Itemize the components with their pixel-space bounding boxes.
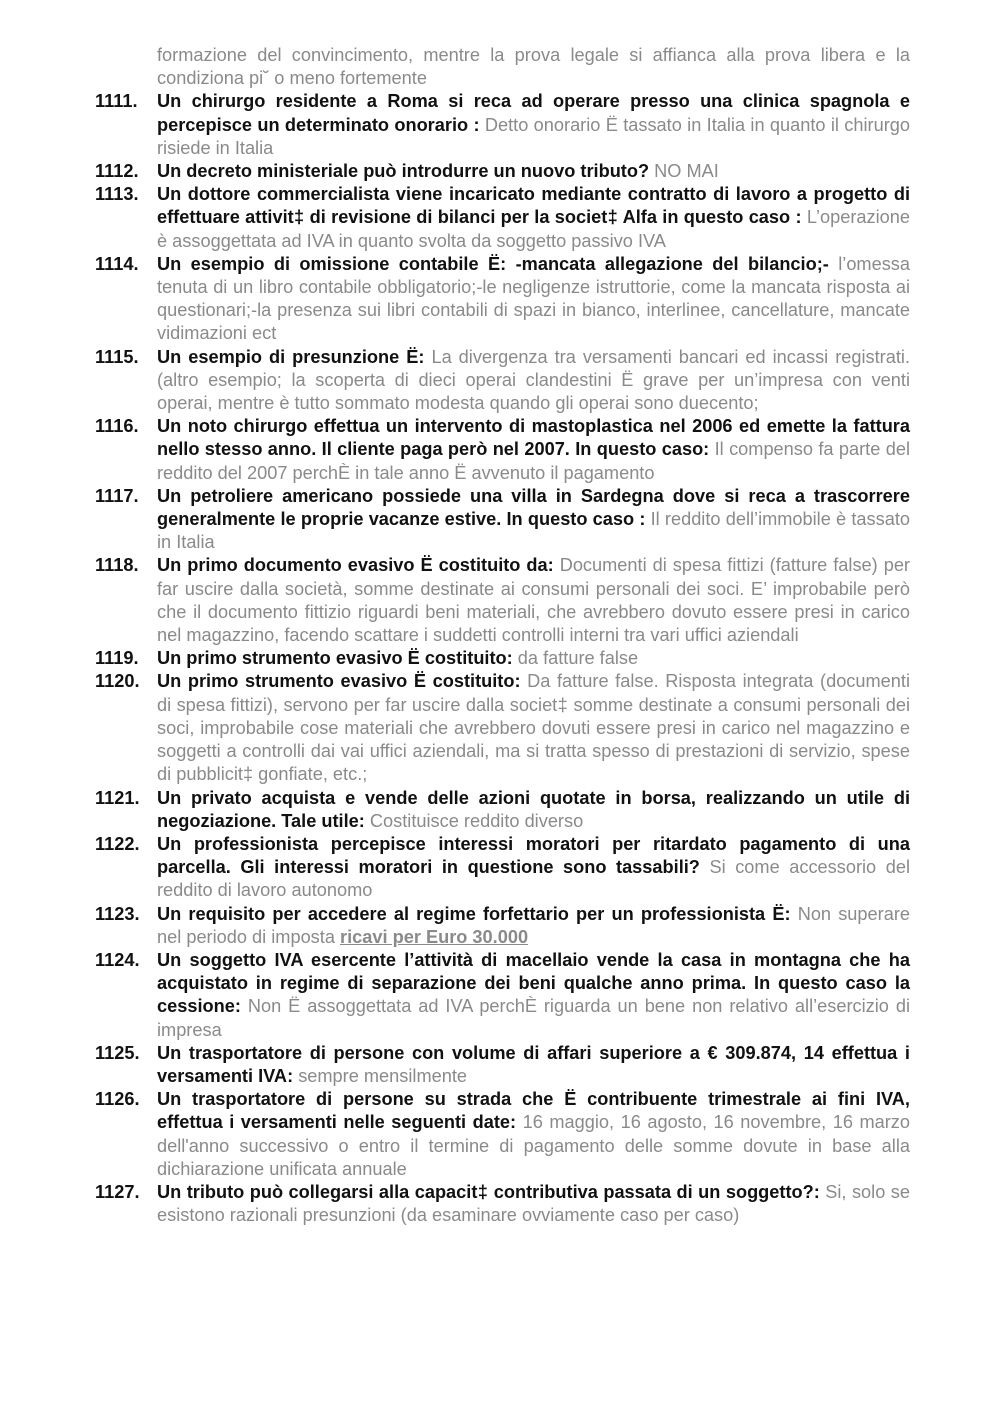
answer-main: sempre mensilmente [298, 1065, 467, 1086]
qa-item [95, 90, 910, 160]
item-number: 1123. [95, 903, 140, 924]
document-page [95, 44, 910, 1227]
item-number: 1127. [95, 1181, 140, 1202]
answer-text [157, 996, 910, 1039]
qa-item [95, 554, 910, 647]
item-body [157, 183, 910, 253]
qa-item [95, 833, 910, 903]
question-text: Un noto chirurgo effettua un intervento di mastoplastica nel 2006 ed emette la fattura nello stesso anno. Il cliente paga però nel 2007. In questo caso: [157, 416, 910, 460]
answer-main: NO MAI [654, 161, 719, 182]
item-body [157, 415, 910, 485]
question-text: Un trasportatore di persone su strada che Ë contribuente trimestrale ai fini IVA, effettua i versamenti nelle seguenti date: [157, 1089, 910, 1133]
item-body [157, 1088, 910, 1181]
answer-main: l’omessa tenuta di un libro contabile obbligatorio;-le negligenze istruttorie, come la mancata risposta ai questionari;-la presenza sui libri contabili di spazi in bianco, interlinee, cancellature, mancate vidimazioni ect [157, 253, 910, 344]
qa-item [95, 183, 910, 253]
question-text: Un dottore commercialista viene incaricato mediante contratto di lavoro a progetto di effettuare attivit‡ di revisione di bilanci per la societ‡ Alfa in questo caso : [157, 184, 910, 228]
qa-item [95, 1042, 910, 1088]
item-number: 1124. [95, 949, 140, 970]
question-text: Un decreto ministeriale può introdurre un nuovo tributo? [157, 161, 650, 182]
answer-main: Detto onorario Ë tassato in Italia in quanto il chirurgo risiede in Italia [157, 114, 910, 158]
item-body [157, 160, 910, 183]
answer-main: Da fatture false. Risposta integrata (documenti di spesa fittizi), servono per far uscire dalla societ‡ somme destinate a consumi personali dei soci, improbabile cose materiali che avrebbero dovuti essere presi in carico nel magazzino e soggetti a controlli dai vai uffici aziendali, ma si tratta spesso di prestazioni di servizio, spese di pubblicit‡ gonfiate, etc.; [157, 671, 910, 785]
item-number: 1114. [95, 253, 139, 274]
item-body [157, 90, 910, 160]
item-body [157, 1042, 910, 1088]
qa-item [95, 160, 910, 183]
item-body [157, 670, 910, 786]
question-text: Un soggetto IVA esercente l’attività di macellaio vende la casa in montagna che ha acquistato in regime di separazione dei beni qualche anno prima. In questo caso la cessione: [157, 949, 910, 1017]
answer-main: 16 maggio, 16 agosto, 16 novembre, 16 marzo dell'anno successivo o entro il termine di pagamento delle somme dovute in base alla dichiarazione unificata annuale [157, 1112, 910, 1179]
question-text: Un petroliere americano possiede una villa in Sardegna dove si reca a trascorrere generalmente le proprie vacanze estive. In questo caso : [157, 485, 910, 530]
qa-item [95, 253, 910, 346]
answer-main: La divergenza tra versamenti bancari ed incassi registrati. (altro esempio; la scoperta di dieci operai clandestini Ë grave per un’impresa con venti operai, mentre è tutto sommato modesta quando gli operai sono duecento; [157, 346, 910, 414]
answer-main: Non superare nel periodo di imposta [157, 903, 910, 947]
item-body [157, 647, 910, 670]
answer-main: da fatture false [517, 648, 639, 669]
item-number: 1120. [95, 671, 140, 692]
qa-item [95, 485, 910, 555]
qa-item [95, 346, 910, 416]
qa-item [95, 647, 910, 670]
item-number: 1118. [95, 555, 139, 576]
answer-main: Si come accessorio del reddito di lavoro autonomo [157, 857, 910, 901]
qa-item [95, 787, 910, 833]
question-text: Un requisito per accedere al regime forfettario per un professionista Ë: [157, 903, 791, 924]
item-body [157, 346, 910, 416]
question-text: Un professionista percepisce interessi moratori per ritardato pagamento di una parcella. Gli interessi moratori in questione sono tassabili? [157, 833, 910, 878]
item-body [157, 253, 910, 346]
answer-main: Il compenso fa parte del reddito del 2007 perchÈ in tale anno Ë avvenuto il pagamento [157, 439, 910, 483]
qa-item [95, 670, 910, 786]
item-number: 1122. [95, 833, 140, 854]
qa-item [95, 903, 910, 949]
question-text: Un primo documento evasivo Ë costituito da: [157, 555, 554, 576]
qa-item [95, 949, 910, 1042]
item-body [157, 833, 910, 903]
question-text: Un primo strumento evasivo Ë costituito: [157, 648, 513, 669]
answer-text [518, 648, 638, 668]
question-text: Un chirurgo residente a Roma si reca ad operare presso una clinica spagnola e percepisce un determinato onorario : [157, 91, 910, 135]
item-number: 1115. [95, 346, 139, 367]
intro-continuation: formazione del convincimento, mentre la prova legale si affianca alla prova libera e la condiziona pi˘ o meno fortemente [157, 45, 910, 89]
answer-text [370, 811, 583, 831]
item-number: 1121. [95, 787, 140, 808]
qa-item [95, 415, 910, 485]
item-body [157, 485, 910, 555]
answer-main: Il reddito dell’immobile è tassato in Italia [157, 509, 910, 553]
item-number: 1125. [95, 1042, 140, 1063]
qa-list [95, 90, 910, 1227]
item-number: 1119. [95, 648, 139, 669]
item-body [157, 949, 910, 1042]
item-body [157, 1181, 910, 1227]
answer-main: Non Ë assoggettata ad IVA perchÈ riguarda un bene non relativo all’esercizio di impresa [157, 996, 910, 1040]
answer-main: Si, solo se esistono razionali presunzioni (da esaminare ovviamente caso per caso) [157, 1181, 910, 1226]
answer-main: L’operazione è assoggettata ad IVA in quanto svolta da soggetto passivo IVA [157, 207, 911, 251]
item-number: 1111. [95, 91, 138, 112]
question-text: Un trasportatore di persone con volume di affari superiore a € 309.874, 14 effettua i versamenti IVA: [157, 1042, 910, 1086]
item-number: 1116. [95, 416, 139, 437]
item-body [157, 903, 910, 949]
item-body [157, 787, 910, 833]
answer-main: Costituisce reddito diverso [369, 810, 584, 831]
item-number: 1113. [95, 184, 139, 205]
question-text: Un esempio di presunzione Ë: [157, 346, 425, 367]
qa-item [95, 1181, 910, 1227]
question-text: Un esempio di omissione contabile Ë: -mancata allegazione del bilancio;- [157, 253, 829, 274]
item-number: 1117. [95, 485, 139, 506]
item-body [157, 554, 910, 647]
answer-main: Documenti di spesa fittizi (fatture false) per far uscire dalla società, somme destinate ai consumi personali dei soci. E’ improbabile però che il documento fittizio riguardi beni materiali, che avrebbero dovuto essere presi in carico nel magazzino, facendo scattare i suddetti controlli interni tra vari uffici aziendali [157, 555, 910, 646]
qa-item [95, 1088, 910, 1181]
question-text: Un privato acquista e vende delle azioni quotate in borsa, realizzando un utile di negoziazione. Tale utile: [157, 787, 910, 831]
answer-text [654, 161, 719, 181]
item-number: 1112. [95, 161, 139, 182]
item-number: 1126. [95, 1089, 140, 1110]
question-text: Un tributo può collegarsi alla capacit‡ contributiva passata di un soggetto?: [157, 1181, 820, 1202]
question-text: Un primo strumento evasivo Ë costituito: [157, 671, 521, 692]
answer-text [298, 1066, 467, 1086]
answer-emphasis: ricavi per Euro 30.000 [340, 926, 529, 947]
